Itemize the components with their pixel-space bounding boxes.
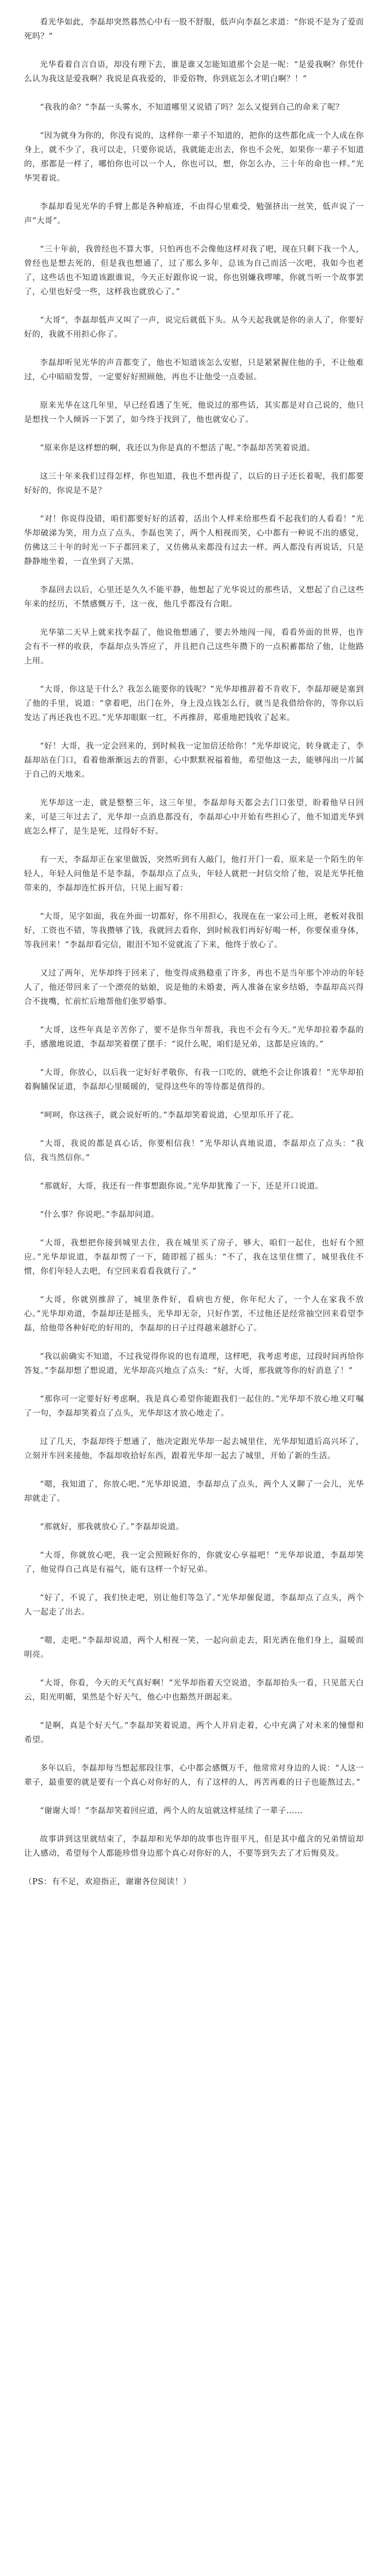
paragraph: 光华却这一走，就是整整三年，这三年里，李磊却每天都会去门口张望，盼着他早日回来，可是三年过去了，光华却一点消息都没有，李磊却心中开始有些担心了，他不知道光华到底怎么样了，是生是死，过得好不好。 [24, 799, 364, 836]
paragraph: “大哥，你就放心吧，我一定会照顾好你的，你就安心享福吧！”光华却说道，李磊却笑了，他觉得自己真是有福气，能有这样一个好兄弟。 [24, 1551, 364, 1574]
paragraph: “大哥，你这是干什么？我怎么能要你的钱呢？”光华却推辞着不肯收下，李磊却硬是塞到了他的手里，说道：“拿着吧，出门在外，身上没点钱怎么行，就当是我借给你的，等你以后发达了再还我也不迟。”光华却眼眶一红，不再推辞，郑重地把钱收了起来。 [24, 685, 364, 722]
paragraph: 李磊却看见光华的手臂上都是各种痕迹，不由得心里难受，勉强挤出一丝笑，低声说了一声“大哥”。 [24, 203, 364, 225]
paragraph: “我以前确实不知道，不过我觉得你说的也有道理，这样吧，我考虑考虑，过段时间再给你答复。”李磊却想了想说道，光华却高兴地点了点头：“好，大哥，那我就等你的好消息了！” [24, 1352, 364, 1375]
postscript-note: （PS：有不足，欢迎指正，谢谢各位阅读！） [24, 1878, 191, 1886]
paragraph: 光华第二天早上就来找李磊了，他说他想通了，要去外地闯一闯，看看外面的世界，也许会有不一样的收获，李磊却点头答应了，并且把自己这些年攒下的一点积蓄都给了他，让他路上用。 [24, 628, 364, 666]
paragraph: 有一天，李磊却正在家里做饭，突然听到有人敲门，他打开门一看，原来是一个陌生的年轻人，年轻人问他是不是李磊，李磊却点了点头，年轻人就把一封信交给了他，说是光华托他带来的，李磊却连忙拆开信，只见上面写着： [24, 856, 364, 893]
paragraph: “嗯，我知道了，你放心吧。”光华却说道，李磊却点了点头，两个人又聊了一会儿，光华却就走了。 [24, 1480, 364, 1503]
paragraph: “好了，不说了，我们快走吧，别让他们等急了。”光华却催促道，李磊却点了点头，两个人一起走了出去。 [24, 1594, 364, 1617]
paragraph: “大哥”，李磊却低声又叫了一声，说完后就低下头。从今天起我就是你的亲人了，你要好好的，我就不用担心你了。 [24, 316, 364, 339]
paragraph: “因为就身为你的，你没有说的，这样你一辈子不知道的，把你的这些都化成一个人成在你身上，就不少了，我可以走，只要你说话，我就能走出去，你也不会死，如果你一辈子不知道的，那都是一样了，哪怕你也可以一个人，你也可以，想，你怎么办，三十年的命也一样。”光华哭着说。 [24, 132, 364, 183]
paragraph: “什么事？你说吧。”李磊却问道。 [40, 1210, 160, 1219]
paragraph: “三十年前，我曾经也不算大事，只怕再也不会像他这样对我了吧，现在只剩下我一个人，曾经也是想去死的，但是我也想通了，过了那么多年，总该为自己而活一次吧，我如今也老了，这些话也不知道该跟谁说，今天正好跟你说一说，你也别嫌我啰嗦，你就当听一个故事罢了，心里也好受一些，这样我也就放心了。” [24, 245, 364, 296]
paragraph: “那就好，大哥，我还有一件事想跟你说。”光华却犹豫了一下，还是开口说道。 [40, 1182, 324, 1191]
paragraph: “好！大哥，我一定会回来的，到时候我一定加倍还给你！”光华却说完，转身就走了，李磊却站在门口，看着他渐渐远去的背影，心中默默祝福着他，希望他这一去，能够闯出一片属于自己的天地来。 [24, 742, 364, 779]
paragraph: 过了几天，李磊却终于想通了，他决定跟光华却一起去城里住，光华却知道后高兴坏了，立刻开车回来接他，李磊却收拾好东西，跟着光华却一起去了城里，开始了新的生活。 [24, 1438, 364, 1461]
paragraph: “原来你是这样想的啊，我还以为你是真的不想活了呢。”李磊却苦笑着说道。 [40, 444, 315, 453]
paragraph: 原来光华在这几年里，早已经看透了生死，他说过的那些话，其实都是对自己说的，他只是想找一个人倾诉一下罢了，如今终于找到了，他也就安心了。 [24, 401, 364, 424]
paragraph: “那你可一定要好好考虑啊，我是真心希望你能跟我们一起住的。”光华却不放心地又叮嘱了一句，李磊却笑着点了点头，光华却这才放心地走了。 [24, 1395, 364, 1418]
paragraph: “大哥，我想把你接到城里去住，我在城里买了房子，够大，咱们一起住，也好有个照应。”光华却说道，李磊却愣了一下，随即摇了摇头：“不了，我在这里住惯了，城里我住不惯，你们年轻人去吧，有空回来看看我就行了。” [24, 1239, 364, 1276]
paragraph: 故事讲到这里就结束了，李磊却和光华却的故事也许很平凡，但是其中蕴含的兄弟情谊却让人感动，希望每个人都能珍惜身边那个真心对你好的人，不要等到失去了才后悔莫及。 [24, 1835, 364, 1858]
paragraph: 又过了两年，光华却终于回来了，他变得成熟稳重了许多，再也不是当年那个冲动的年轻人了，他还带回来了一个漂亮的姑娘，说是他的未婚妻，两人准备在家乡结婚，李磊却高兴得合不拢嘴，忙前忙后地帮他们张罗婚事。 [24, 969, 364, 1006]
paragraph: “我我的命？”李磊一头雾水，不知道哪里又说错了吗？怎么又提到自己的命来了呢？ [40, 103, 344, 112]
paragraph: “大哥，见字如面，我在外面一切都好，你不用担心，我现在在一家公司上班，老板对我很好，工资也不错，等我攒够了钱，我就回去看你，到时候我们再好好喝一杯，你要保重身体，等我回来！”李磊却看完信，眼泪不知不觉就流了下来，他终于放心了。 [24, 912, 364, 949]
paragraph: “大哥，你放心，以后我一定好好孝敬你，有我一口吃的，就绝不会让你饿着！”光华却拍着胸脯保证道，李磊却心里暖暖的，觉得这些年的等待都是值得的。 [24, 1069, 364, 1091]
paragraph: 李磊却听见光华的声音都变了，他也不知道该怎么安慰，只是紧紧握住他的手，不让他难过，心中暗暗发誓，一定要好好照顾他，再也不让他受一点委屈。 [24, 359, 364, 382]
paragraph: 光华看着自言自语，却没有理下去，谁是谁又怎能知道那个会是一呢：“是爱我啊？你凭什么认为我这是爱我啊？我说是真我爱的，非爱俗物，你到底怎么才明白啊？！” [24, 61, 364, 84]
paragraph: 这三十年来我们过得怎样，你也知道，我也不想再提了，以后的日子还长着呢，我们都要好好的，你说是不是？ [24, 472, 364, 495]
paragraph: “大哥，你就别推辞了，城里条件好，看病也方便，你年纪大了，一个人在家我不放心。”光华却劝道，李磊却还是摇头，光华却无奈，只好作罢，不过他还是经常抽空回来看望李磊，给他带各种好吃的好用的，李磊却的日子过得越来越舒心了。 [24, 1296, 364, 1333]
paragraph: “对！你说得没错，咱们都要好好的活着，活出个人样来给那些看不起我们的人看看！”光华却破涕为笑，用力点了点头，李磊也笑了，两个人相视而笑，心中都有一种说不出的感觉，仿佛这三十年的时光一下子都回来了，又仿佛从来都没有过去一样。两人都没有再说话，只是静静地坐着，一直坐到了天黑。 [24, 515, 364, 566]
paragraph: “大哥，这些年真是辛苦你了，要不是你当年帮我，我也不会有今天。”光华却拉着李磊的手，感激地说道，李磊却笑着摆了摆手：“说什么呢，咱们是兄弟，这都是应该的。” [24, 1026, 364, 1049]
paragraph: 看光华如此，李磊却突然暮然心中有一股不舒服，低声向李磊乞求道：“你说不是为了爱而死吗？” [24, 18, 364, 41]
paragraph: “呵呵，你这孩子，就会说好听的。”李磊却笑着说道，心里却乐开了花。 [40, 1111, 299, 1120]
paragraph: 多年以后，李磊却每当想起那段往事，心中都会感慨万千，他常常对身边的人说：“人这一辈子，最重要的就是要有一个真心对你好的人，有了这样的人，再苦再难的日子也能熬过去。” [24, 1764, 364, 1787]
paragraph: “那就好，那我就放心了。”李磊却说道。 [40, 1523, 184, 1532]
paragraph: “嗯，走吧。”李磊却说道，两个人相视一笑，一起向前走去，阳光洒在他们身上，温暖而明亮。 [24, 1636, 364, 1659]
paragraph: 李磊回去以后，心里还是久久不能平静，他想起了光华说过的那些话，又想起了自己这些年来的经历，不禁感慨万千，这一夜，他几乎都没有合眼。 [24, 586, 364, 609]
paragraph: “大哥，我说的都是真心话，你要相信我！”光华却认真地说道，李磊却点了点头：“我信，我当然信你。” [24, 1139, 364, 1162]
paragraph: “谢谢大哥！”李磊却笑着回应道，两个人的友谊就这样延续了一辈子…… [40, 1807, 303, 1815]
paragraph: “大哥，你看，今天的天气真好啊！”光华却指着天空说道，李磊却抬头一看，只见蓝天白云，阳光明媚，果然是个好天气，他心中也豁然开朗起来。 [24, 1679, 364, 1702]
paragraph: “是啊，真是个好天气。”李磊却笑着说道，两个人并肩走着，心中充满了对未来的憧憬和希望。 [24, 1722, 364, 1744]
